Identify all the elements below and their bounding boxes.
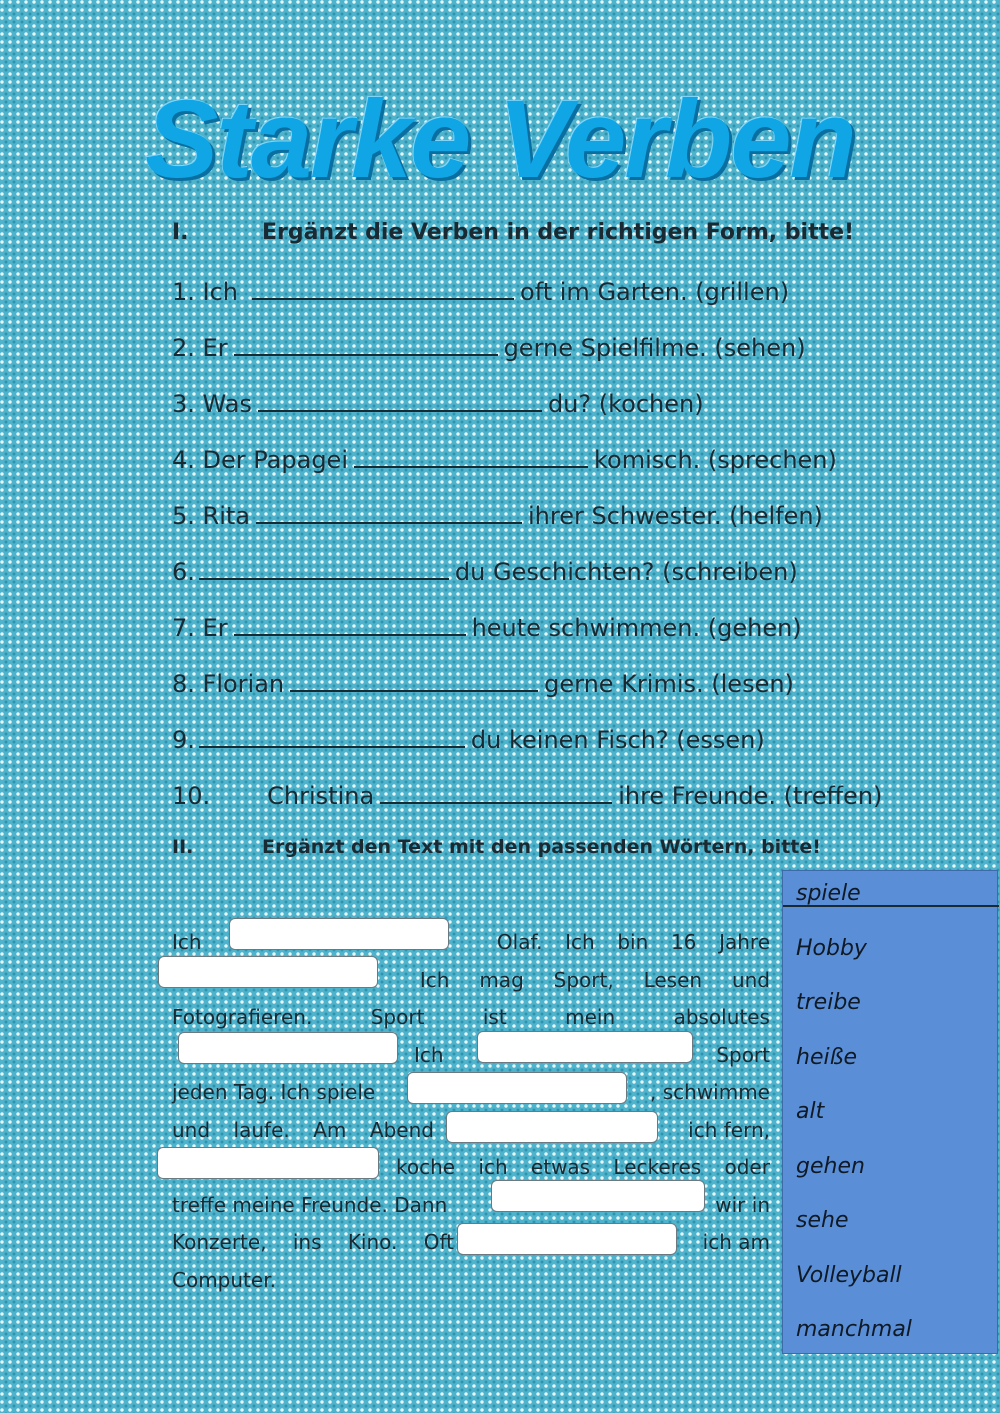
section-1-heading (172, 220, 854, 245)
answer-box-3[interactable] (178, 1032, 398, 1064)
answer-blank[interactable] (354, 444, 588, 468)
answer-blank[interactable] (234, 332, 498, 356)
answer-blank[interactable] (199, 724, 465, 748)
text-line-8: treffe meine Freunde. Dann wir in (172, 1192, 770, 1217)
answer-blank[interactable] (199, 556, 449, 580)
word-option[interactable]: manchmal (796, 1317, 912, 1342)
word-option[interactable]: alt (796, 1099, 825, 1124)
answer-blank[interactable] (258, 388, 542, 412)
answer-box-7[interactable] (157, 1147, 379, 1179)
word-bank (782, 870, 998, 1354)
word-option[interactable]: treibe (796, 990, 861, 1015)
answer-box-9[interactable] (457, 1223, 677, 1255)
text-line-2: Ich mag Sport, Lesen und (419, 967, 770, 992)
answer-box-6[interactable] (446, 1111, 658, 1143)
word-option[interactable]: gehen (796, 1154, 865, 1179)
text-line-3: Fotografieren. Sport ist mein absolutes (172, 1005, 770, 1029)
answer-blank[interactable] (256, 500, 522, 524)
text-line-7: koche ich etwas Leckeres oder (396, 1155, 770, 1179)
text-line-1: Ich Olaf. Ich bin 16 Jahre (172, 930, 770, 954)
section-1-instruction: Ergänzt die Verben in der richtigen Form, bitte! (262, 220, 855, 245)
section-2-number: II. (172, 836, 194, 858)
exercise-9: 9. du keinen Fisch? (essen) (172, 726, 765, 754)
word-option[interactable]: sehe (796, 1208, 849, 1233)
text-line-5: jeden Tag. Ich spiele , schwimme (172, 1080, 770, 1104)
exercise-2: 2. Er gerne Spielfilme. (sehen) (172, 334, 806, 362)
exercise-1: 1. Ich oft im Garten. (grillen) (172, 278, 790, 306)
worksheet-title: Starke Verben (145, 78, 855, 201)
exercise-7: 7. Er heute schwimmen. (gehen) (172, 614, 802, 642)
exercise-4: 4. Der Papagei komisch. (sprechen) (172, 446, 837, 474)
answer-box-2[interactable] (158, 956, 378, 988)
answer-blank[interactable] (252, 276, 514, 300)
exercise-3: 3. Was du? (kochen) (172, 390, 704, 418)
text-line-9: Konzerte, ins Kino. Oft ich am (172, 1230, 770, 1254)
text-line-4: Ich Sport (414, 1042, 770, 1067)
word-option[interactable]: heiße (796, 1045, 857, 1070)
section-1-number: I. (172, 220, 189, 245)
word-option[interactable]: Hobby (796, 936, 867, 961)
answer-blank[interactable] (290, 668, 538, 692)
exercise-8: 8. Florian gerne Krimis. (lesen) (172, 670, 794, 698)
answer-box-5[interactable] (407, 1072, 627, 1104)
exercise-5: 5. Rita ihrer Schwester. (helfen) (172, 502, 823, 530)
exercise-10: 10. Christina ihre Freunde. (treffen) (172, 782, 883, 810)
exercise-6: 6. du Geschichten? (schreiben) (172, 558, 798, 586)
answer-box-4[interactable] (477, 1031, 693, 1063)
answer-box-8[interactable] (491, 1180, 705, 1212)
text-line-6: und laufe. Am Abend ich fern, (172, 1117, 770, 1142)
text-line-10: Computer. (172, 1267, 276, 1292)
word-option[interactable]: Volleyball (796, 1263, 902, 1288)
answer-box-1[interactable] (229, 918, 449, 950)
section-2-heading (172, 836, 821, 858)
answer-blank[interactable] (234, 612, 466, 636)
word-option[interactable]: spiele (796, 881, 861, 906)
answer-blank[interactable] (380, 780, 612, 804)
section-2-instruction: Ergänzt den Text mit den passenden Wörtern, bitte! (262, 836, 821, 858)
